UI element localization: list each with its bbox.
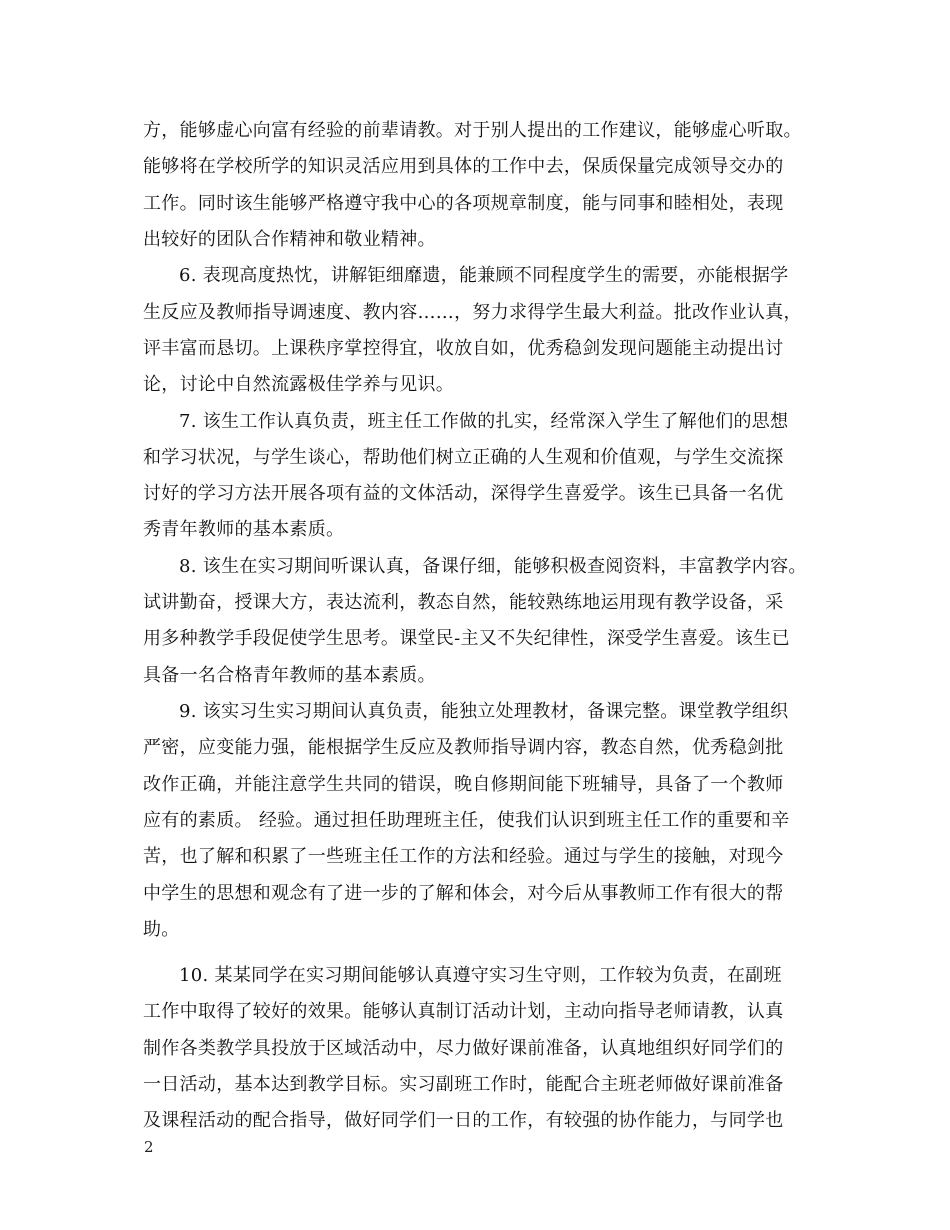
text-line: 工作中取得了较好的效果。能够认真制订活动计划，主动向指导老师请教，认真 (143, 1001, 784, 1022)
text-line: 出较好的团队合作精神和敬业精神。 (143, 229, 436, 250)
text-line: 讨好的学习方法开展各项有益的文体活动，深得学生喜爱学。该生已具备一名优 (143, 483, 784, 504)
text-line: 秀青年教师的基本素质。 (143, 519, 345, 540)
text-line: 试讲勤奋，授课大方，表达流利，教态自然，能较熟练地运用现有教学设备，采 (143, 592, 784, 613)
text-line: 一日活动，基本达到教学目标。实习副班工作时，能配合主班老师做好课前准备 (143, 1074, 784, 1095)
text-line: 7. 该生工作认真负责，班主任工作做的扎实，经常深入学生了解他们的思想 (179, 411, 789, 432)
text-line: 论，讨论中自然流露极佳学养与见识。 (143, 374, 455, 395)
text-line: 工作。同时该生能够严格遵守我中心的各项规章制度，能与同事和睦相处，表现 (143, 193, 784, 214)
text-line: 具备一名合格青年教师的基本素质。 (143, 665, 436, 686)
text-line: 用多种教学手段促使学生思考。课堂民-主又不失纪律性，深受学生喜爱。该生已 (143, 628, 790, 649)
text-line: 中学生的思想和观念有了进一步的了解和体会，对今后从事教师工作有很大的帮 (143, 883, 784, 904)
text-line: 方，能够虚心向富有经验的前辈请教。对于别人提出的工作建议，能够虚心听取。 (143, 120, 802, 141)
text-line: 苦，也了解和积累了一些班主任工作的方法和经验。通过与学生的接触，对现今 (143, 846, 784, 867)
text-line: 9. 该实习生实习期间认真负责，能独立处理教材，备课完整。课堂教学组织 (179, 701, 789, 722)
text-line: 8. 该生在实习期间听课认真，备课仔细，能够积极查阅资料，丰富教学内容。 (179, 556, 807, 577)
text-line: 改作正确，并能注意学生共同的错误，晚自修期间能下班辅导，具备了一个教师 (143, 774, 784, 795)
text-line: 及课程活动的配合指导，做好同学们一日的工作，有较强的协作能力，与同学也 (143, 1110, 784, 1131)
text-line: 制作各类教学具投放于区域活动中，尽力做好课前准备，认真地组织好同学们的 (143, 1038, 784, 1059)
page-number: 2 (144, 1138, 154, 1156)
text-line: 生反应及教师指导调速度、教内容……，努力求得学生最大利益。批改作业认真， (143, 302, 802, 323)
text-line: 评丰富而恳切。上课秩序掌控得宜，收放自如，优秀稳剑发现问题能主动提出讨 (143, 338, 784, 359)
text-line: 应有的素质。 经验。通过担任助理班主任，使我们认识到班主任工作的重要和辛 (143, 810, 790, 831)
text-line: 严密，应变能力强，能根据学生反应及教师指导调内容，教态自然，优秀稳剑批 (143, 737, 784, 758)
text-line: 和学习状况，与学生谈心，帮助他们树立正确的人生观和价值观，与学生交流探 (143, 447, 784, 468)
text-line: 10. 某某同学在实习期间能够认真遵守实习生守则，工作较为负责，在副班 (179, 965, 782, 986)
text-line: 助。 (143, 919, 180, 940)
text-line: 能够将在学校所学的知识灵活应用到具体的工作中去，保质保量完成领导交办的 (143, 156, 784, 177)
text-line: 6. 表现高度热忱，讲解钜细靡遗，能兼顾不同程度学生的需要，亦能根据学 (179, 265, 789, 286)
